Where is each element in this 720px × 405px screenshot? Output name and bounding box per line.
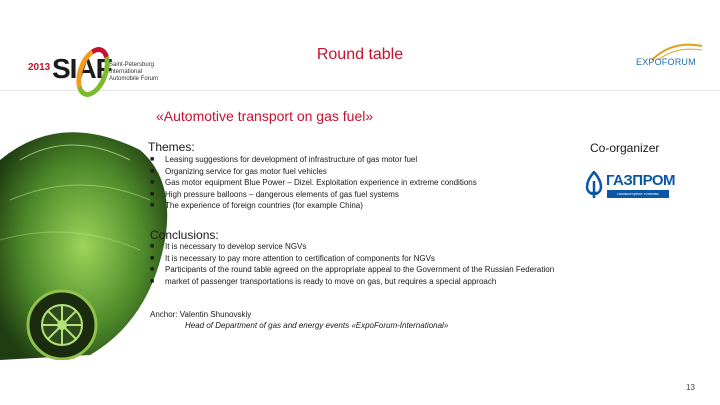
gazprom-flame-icon [583, 171, 605, 199]
conclusions-heading: Conclusions: [150, 228, 219, 242]
round-table-subtitle: «Automotive transport on gas fuel» [156, 108, 374, 124]
conclusions-list [148, 241, 554, 287]
gazprom-wordmark: ГАЗПРОМ [606, 172, 676, 189]
conclusion-text: Participants of the round table agreed on the appropriate appeal to the Government of the Russian Federation [165, 265, 555, 275]
theme-text: Gas motor equipment Blue Power – Dizel. Exploitation experience in extreme conditions [165, 178, 477, 188]
bullet-icon: ■ [150, 190, 155, 198]
gazprom-logo [583, 171, 676, 201]
anchor-role: Head of Department of gas and energy events «ExpoForum-International» [185, 321, 449, 330]
conclusion-text: It is necessary to pay more attention to certification of components for NGVs [165, 253, 435, 263]
conclusion-text: market of passenger transportations is ready to move on gas, but requires a special approach [165, 276, 497, 286]
page-title: Round table [316, 46, 404, 63]
anchor-name: Anchor: Valentin Shunovskiy [150, 310, 252, 319]
coorganizer-label: Co-organizer [590, 141, 660, 155]
list-item [148, 166, 477, 178]
siaf-subtitle: Saint-Petersburg International Automobile Forum [109, 62, 159, 82]
page-number: 13 [686, 383, 695, 392]
theme-text: Organizing service for gas motor fuel vehicles [165, 166, 327, 176]
list-item [148, 154, 477, 166]
expoforum-wordmark: EXPOFORUM [636, 57, 696, 67]
list-item [148, 200, 477, 212]
list-item [148, 177, 477, 189]
bullet-icon: ■ [150, 202, 155, 210]
list-item [148, 189, 477, 201]
list-item [148, 241, 554, 253]
gazprom-tagline: газомоторное топливо [607, 190, 669, 198]
theme-text: The experience of foreign countries (for example China) [165, 201, 363, 211]
slide-header [0, 0, 720, 91]
bullet-icon: ■ [150, 243, 155, 250]
conclusion-text: It is necessary to develop service NGVs [165, 242, 307, 251]
theme-text: Leasing suggestions for development of infrastructure of gas motor fuel [165, 155, 418, 164]
bullet-icon: ■ [150, 254, 155, 262]
themes-heading: Themes: [148, 140, 195, 154]
bullet-icon: ■ [150, 156, 155, 163]
list-item [148, 276, 554, 288]
list-item [148, 253, 554, 265]
themes-list [148, 154, 477, 212]
siaf-year: 2013 [28, 62, 51, 73]
list-item [148, 264, 554, 276]
siaf-wordmark: SIAF [52, 53, 112, 84]
bullet-icon: ■ [150, 277, 155, 285]
bullet-icon: ■ [150, 179, 155, 187]
theme-text: High pressure balloons – dangerous elements of gas fuel systems [165, 189, 399, 199]
bullet-icon: ■ [150, 266, 155, 274]
bullet-icon: ■ [150, 167, 155, 175]
